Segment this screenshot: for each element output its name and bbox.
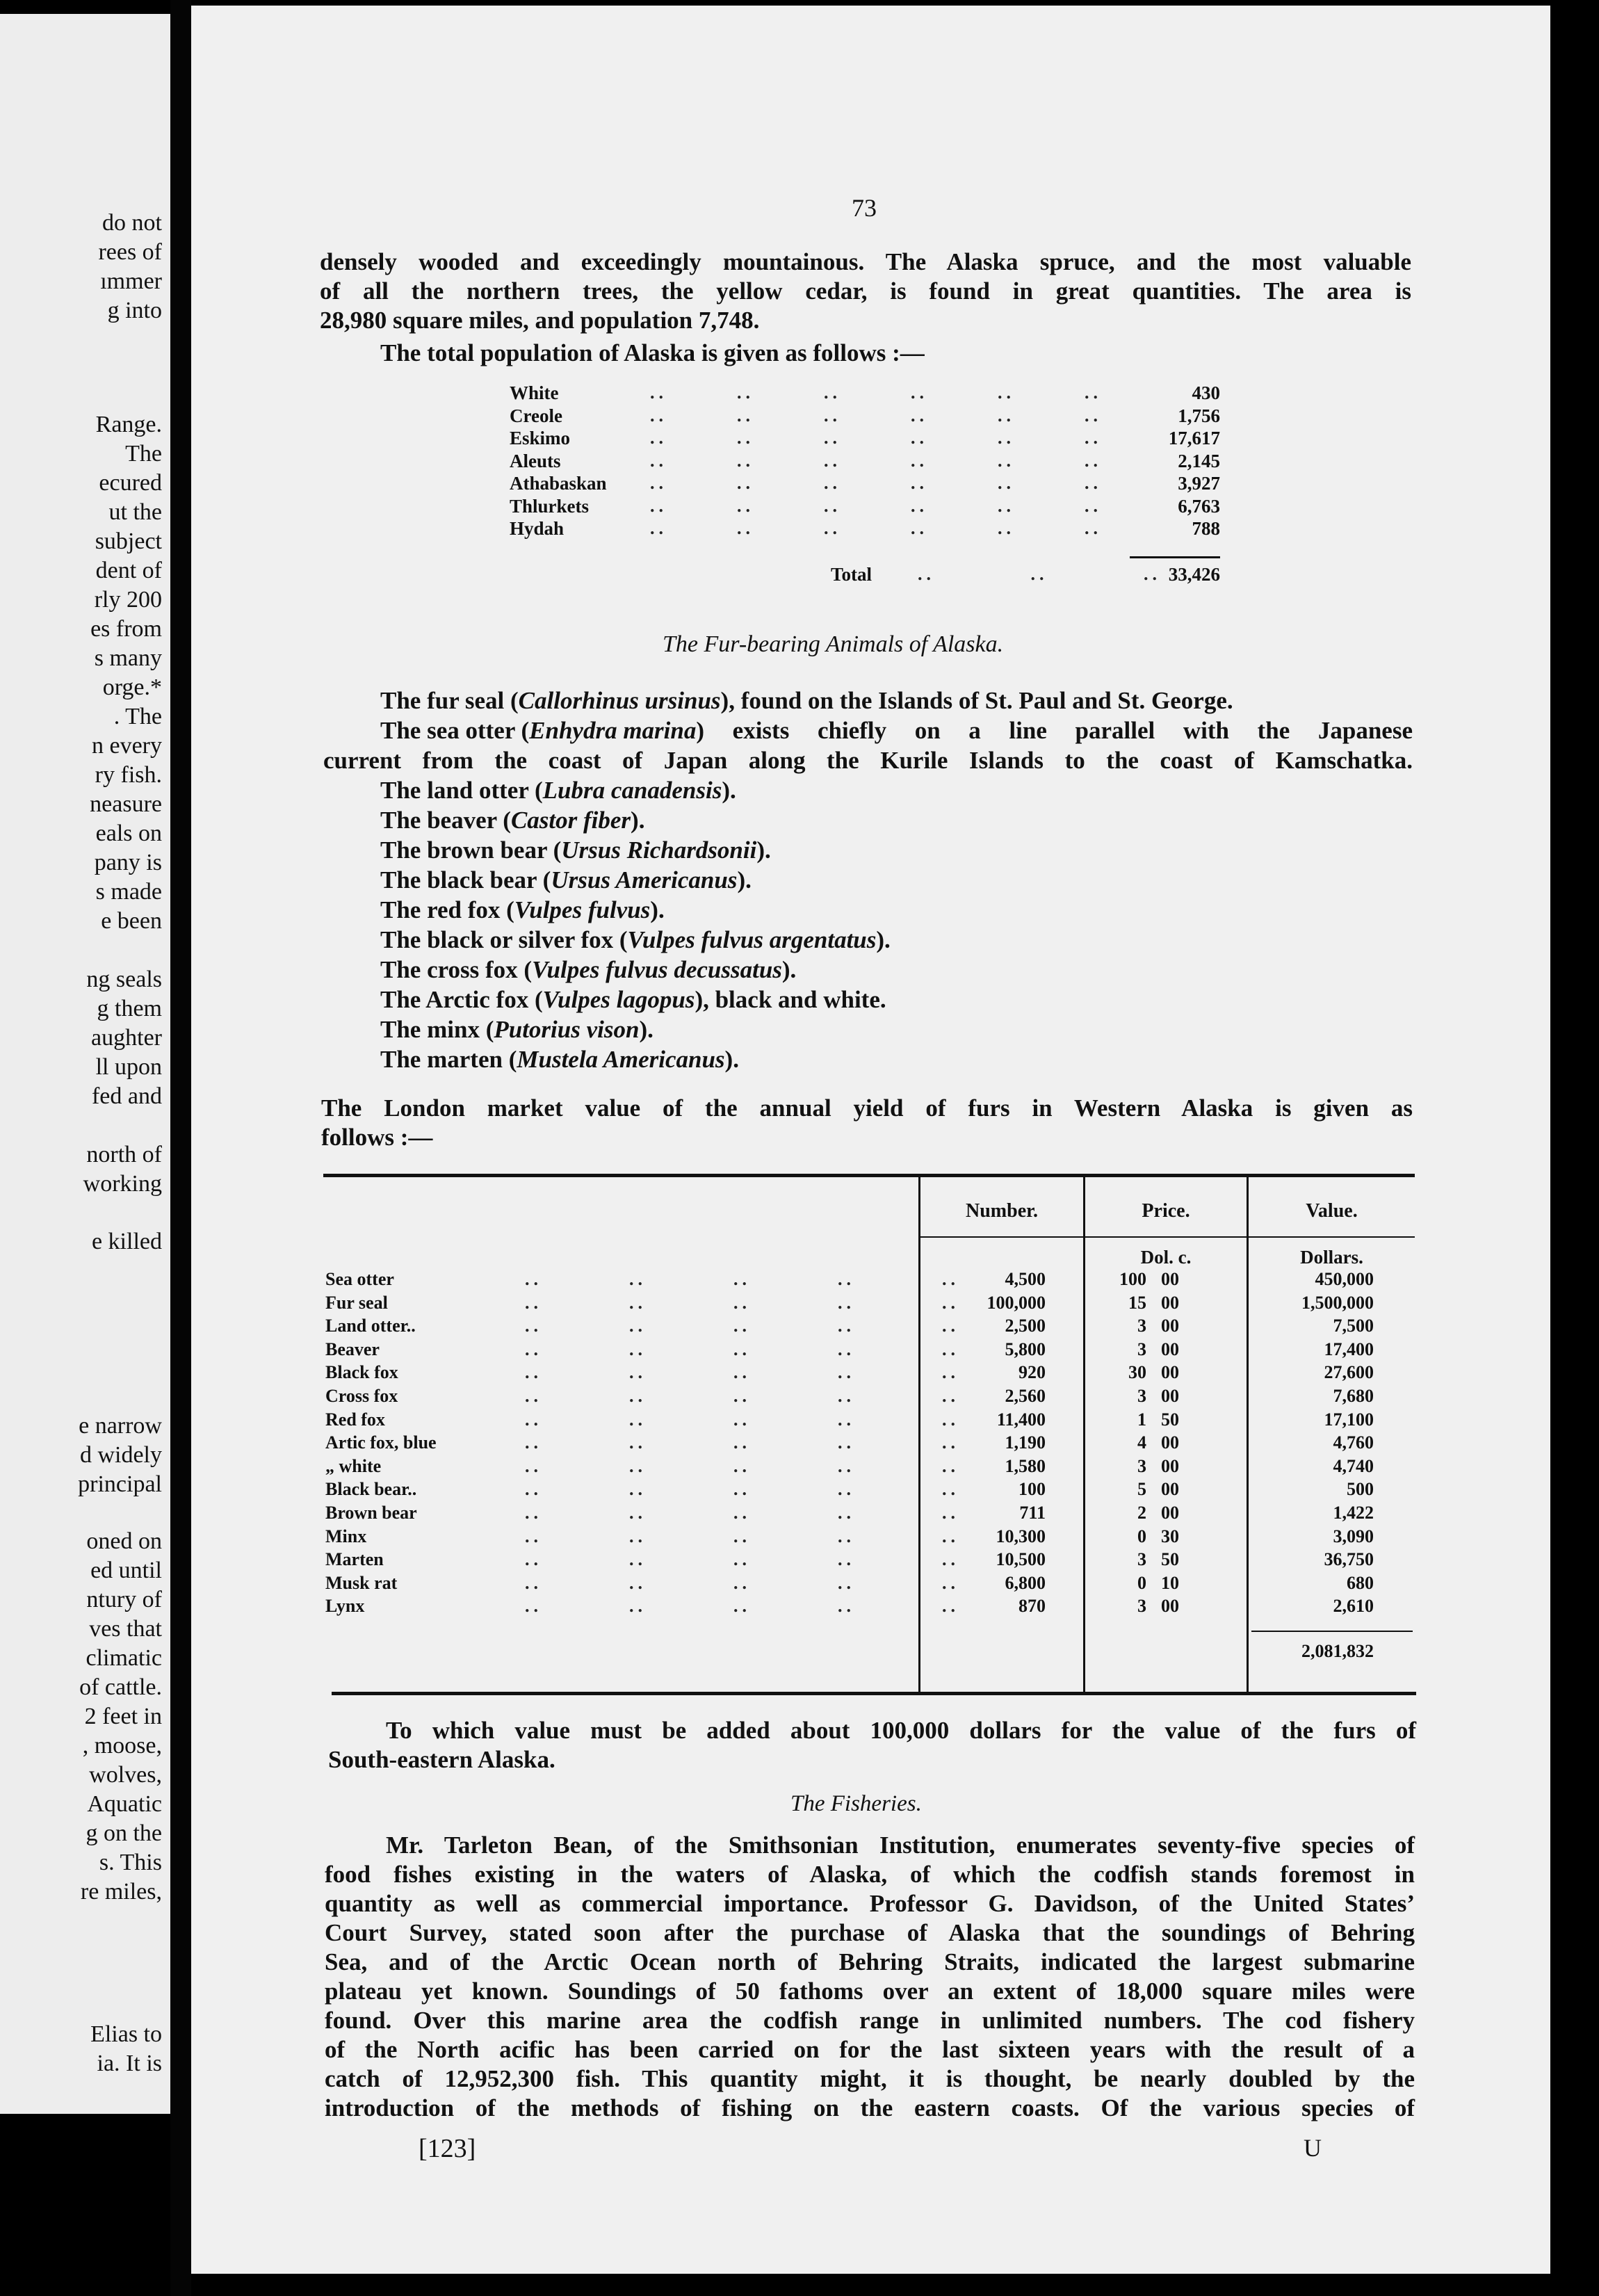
fur-value: 450,000 bbox=[1315, 1269, 1374, 1289]
fisheries-line: plateau yet known. Soundings of 50 fathoms over an extent of 18,000 square miles were bbox=[325, 1978, 1415, 2005]
population-value: 2,145 bbox=[1178, 450, 1220, 471]
table-row bbox=[191, 1503, 1550, 1526]
fur-name: Musk rat bbox=[325, 1572, 398, 1593]
row-leaders: .. .. .. .. .. bbox=[525, 1549, 959, 1570]
page-number: 73 bbox=[852, 194, 877, 222]
population-row bbox=[191, 382, 1550, 405]
table-row bbox=[191, 1269, 1550, 1293]
fur-value: 1,422 bbox=[1333, 1503, 1374, 1523]
fur-value: 4,760 bbox=[1333, 1432, 1374, 1453]
facing-page-text: north of bbox=[86, 1142, 162, 1167]
fur-value: 4,740 bbox=[1333, 1455, 1374, 1476]
facing-page-text: do not bbox=[102, 210, 162, 236]
price-cents: 50 bbox=[1161, 1549, 1179, 1570]
facing-page-text: eals on bbox=[95, 820, 162, 846]
price-cents: 30 bbox=[1161, 1526, 1179, 1546]
fur-name: Artic fox, blue bbox=[325, 1432, 437, 1453]
population-total-leaders: .. .. .. bbox=[918, 564, 1161, 584]
facing-page-text: of cattle. bbox=[79, 1674, 162, 1700]
column-header-price: Price. bbox=[1142, 1200, 1190, 1222]
animal-entry bbox=[380, 956, 796, 984]
fur-value: 7,500 bbox=[1333, 1316, 1374, 1336]
facing-page-text: ng seals bbox=[86, 967, 162, 992]
population-value: 17,617 bbox=[1168, 428, 1220, 448]
row-leaders: .. .. .. .. .. bbox=[525, 1479, 959, 1500]
row-leaders: .. .. .. .. .. bbox=[525, 1386, 959, 1406]
fur-value: 3,090 bbox=[1333, 1526, 1374, 1546]
facing-page-text: ecured bbox=[99, 470, 162, 496]
facing-page-text: The bbox=[125, 441, 162, 467]
animal-latin-name: Ursus Americanus bbox=[551, 866, 738, 894]
population-leaders: .. .. .. .. .. .. bbox=[650, 382, 1102, 403]
animal-latin-name: Vulpes lagopus bbox=[542, 986, 695, 1013]
fisheries-line: Sea, and of the Arctic Ocean north of Behring Straits, indicated the largest submarine bbox=[325, 1948, 1415, 1975]
facing-page-text: g on the bbox=[86, 1820, 162, 1846]
animal-common-name: The fur seal ( bbox=[380, 687, 519, 714]
market-line: follows :— bbox=[321, 1124, 433, 1151]
animal-entry bbox=[380, 896, 665, 924]
facing-page-text: dent of bbox=[95, 558, 162, 583]
price-cents: 00 bbox=[1161, 1292, 1179, 1313]
price-cents: 00 bbox=[1161, 1316, 1179, 1336]
animal-common-name: The black bear ( bbox=[380, 866, 551, 894]
animal-note: ). bbox=[722, 777, 736, 804]
facing-page-text: aughter bbox=[91, 1025, 162, 1051]
fur-number: 6,800 bbox=[1005, 1572, 1046, 1593]
fur-value: 17,400 bbox=[1324, 1339, 1374, 1359]
animal-entry bbox=[380, 1016, 654, 1044]
fisheries-line: Mr. Tarleton Bean, of the Smithsonian Institution, enumerates seventy-five species of bbox=[386, 1832, 1415, 1859]
column-header-number: Number. bbox=[966, 1200, 1038, 1222]
fur-number: 711 bbox=[1019, 1503, 1046, 1523]
table-row bbox=[191, 1316, 1550, 1339]
price-dollars: 0 bbox=[1137, 1526, 1146, 1546]
row-leaders: .. .. .. .. .. bbox=[525, 1316, 959, 1336]
animal-latin-name: Callorhinus ursinus bbox=[518, 687, 721, 714]
facing-page-text: 2 feet in bbox=[84, 1704, 162, 1729]
animal-note: ). bbox=[781, 956, 797, 983]
population-leaders: .. .. .. .. .. .. bbox=[650, 450, 1102, 471]
column-header-value: Value. bbox=[1306, 1200, 1358, 1222]
animal-note: ), black and white. bbox=[695, 986, 886, 1013]
fisheries-line: catch of 12,952,300 fish. This quantity might, it is thought, be nearly doubled by the bbox=[325, 2065, 1415, 2092]
table-top-rule bbox=[323, 1174, 1415, 1177]
fur-value: 17,100 bbox=[1324, 1409, 1374, 1430]
facing-page-text: g into bbox=[107, 298, 162, 323]
fur-number: 1,190 bbox=[1005, 1432, 1046, 1453]
facing-page-text: Range. bbox=[95, 412, 162, 437]
population-value: 3,927 bbox=[1178, 473, 1220, 494]
population-label: Athabaskan bbox=[510, 473, 607, 494]
facing-page-text: ia. It is bbox=[97, 2051, 162, 2076]
intro-paragraph bbox=[320, 248, 1411, 335]
price-cents: 00 bbox=[1161, 1269, 1179, 1289]
fur-number: 920 bbox=[1018, 1362, 1046, 1383]
facing-page-text: Aquatic bbox=[87, 1791, 162, 1817]
fur-number: 11,400 bbox=[996, 1409, 1046, 1430]
animal-entry-continued: current from the coast of Japan along the Kurile Islands to the coast of Kamschatka. bbox=[323, 747, 1413, 774]
facing-page-text: ll upon bbox=[95, 1054, 162, 1080]
signature-mark: [123] bbox=[419, 2134, 476, 2163]
animal-latin-name: Vulpes fulvus argentatus bbox=[627, 926, 877, 953]
facing-page-text: climatic bbox=[86, 1645, 162, 1671]
fur-animals-heading: The Fur-bearing Animals of Alaska. bbox=[663, 631, 1004, 657]
facing-page-text: ry fish. bbox=[95, 762, 162, 788]
population-row bbox=[191, 473, 1550, 495]
fur-number: 10,300 bbox=[996, 1526, 1046, 1546]
facing-page-text: Elias to bbox=[90, 2021, 162, 2047]
facing-page-text: es from bbox=[90, 616, 162, 642]
population-total-rule bbox=[1130, 556, 1220, 558]
population-value: 1,756 bbox=[1178, 405, 1220, 426]
facing-page-text: e been bbox=[101, 908, 162, 934]
population-intro: The total population of Alaska is given as follows :— bbox=[380, 339, 925, 366]
price-cents: 00 bbox=[1161, 1503, 1179, 1523]
animal-note: ). bbox=[756, 836, 771, 864]
animal-common-name: The beaver ( bbox=[380, 807, 511, 834]
price-dollars: 30 bbox=[1128, 1362, 1146, 1383]
fur-number: 1,580 bbox=[1005, 1455, 1046, 1476]
population-leaders: .. .. .. .. .. .. bbox=[650, 495, 1102, 516]
price-dollars: 3 bbox=[1137, 1339, 1146, 1359]
header-rule-price bbox=[1085, 1236, 1247, 1238]
table-bottom-rule bbox=[332, 1692, 1416, 1695]
fur-value: 680 bbox=[1347, 1572, 1374, 1593]
header-rule-value bbox=[1249, 1236, 1415, 1238]
animal-common-name: The brown bear ( bbox=[380, 836, 562, 864]
price-dollars: 4 bbox=[1137, 1432, 1146, 1453]
table-row bbox=[191, 1526, 1550, 1550]
animal-latin-name: Ursus Richardsonii bbox=[561, 836, 757, 864]
market-intro bbox=[321, 1094, 1413, 1152]
animal-latin-name: Vulpes fulvus decussatus bbox=[532, 956, 782, 983]
after-table-line: South-eastern Alaska. bbox=[328, 1746, 555, 1773]
table-row bbox=[191, 1362, 1550, 1386]
animal-common-name: The marten ( bbox=[380, 1046, 517, 1073]
fisheries-heading: The Fisheries. bbox=[790, 1791, 922, 1816]
table-row bbox=[191, 1456, 1550, 1480]
animal-common-name: The sea otter ( bbox=[380, 717, 530, 744]
table-row bbox=[191, 1409, 1550, 1433]
population-label: Eskimo bbox=[510, 428, 571, 448]
fur-value: 2,610 bbox=[1333, 1596, 1374, 1617]
fisheries-line: introduction of the methods of fishing on the eastern coasts. Of the various species of bbox=[325, 2094, 1415, 2121]
price-cents: 00 bbox=[1161, 1596, 1179, 1617]
population-value: 430 bbox=[1192, 382, 1220, 403]
header-rule-number bbox=[920, 1236, 1083, 1238]
facing-page-text: pany is bbox=[94, 850, 162, 875]
facing-page-text: ves that bbox=[89, 1616, 162, 1642]
population-row bbox=[191, 518, 1550, 540]
facing-page-text: wolves, bbox=[89, 1762, 162, 1788]
fisheries-line: food fishes existing in the waters of Alaska, of which the codfish stands foremost in bbox=[325, 1861, 1415, 1888]
table-row bbox=[191, 1293, 1550, 1316]
fur-name: Land otter.. bbox=[325, 1316, 416, 1336]
signature-letter: U bbox=[1304, 2134, 1322, 2162]
market-line: The London market value of the annual yield of furs in Western Alaska is given as bbox=[321, 1094, 1413, 1122]
fur-number: 10,500 bbox=[996, 1549, 1046, 1570]
after-table-paragraph bbox=[328, 1716, 1416, 1774]
population-label: Hydah bbox=[510, 518, 565, 539]
price-cents: 00 bbox=[1161, 1362, 1179, 1383]
price-dollars: 5 bbox=[1137, 1479, 1146, 1500]
fur-name: Minx bbox=[325, 1526, 367, 1546]
fur-name: Red fox bbox=[325, 1409, 385, 1430]
fur-number: 5,800 bbox=[1005, 1339, 1046, 1359]
population-value: 788 bbox=[1192, 518, 1220, 539]
animal-note: ) exists chiefly on a line parallel with the Japanese bbox=[696, 717, 1413, 744]
fur-name: Beaver bbox=[325, 1339, 380, 1359]
population-label: Creole bbox=[510, 405, 562, 426]
animal-entry bbox=[380, 687, 1233, 715]
price-cents: 00 bbox=[1161, 1339, 1179, 1359]
animal-latin-name: Castor fiber bbox=[510, 807, 631, 834]
price-cents: 00 bbox=[1161, 1455, 1179, 1476]
facing-page-text: d widely bbox=[79, 1442, 162, 1468]
table-row bbox=[191, 1432, 1550, 1456]
animal-latin-name: Putorius vison bbox=[494, 1016, 640, 1043]
fur-value: 1,500,000 bbox=[1301, 1292, 1374, 1313]
fur-value: 36,750 bbox=[1324, 1549, 1374, 1570]
table-row bbox=[191, 1573, 1550, 1596]
book-binding bbox=[170, 0, 191, 2296]
population-leaders: .. .. .. .. .. .. bbox=[650, 518, 1102, 538]
value-subheader: Dollars. bbox=[1300, 1247, 1363, 1268]
population-total-value: 33,426 bbox=[1168, 564, 1220, 585]
animal-entry bbox=[380, 926, 891, 954]
animal-note: ). bbox=[639, 1016, 654, 1043]
fur-name: Black fox bbox=[325, 1362, 398, 1383]
fur-name: „ white bbox=[325, 1455, 382, 1476]
row-leaders: .. .. .. .. .. bbox=[525, 1362, 959, 1383]
row-leaders: .. .. .. .. .. bbox=[525, 1572, 959, 1593]
population-row bbox=[191, 451, 1550, 473]
intro-line: densely wooded and exceedingly mountainous. The Alaska spruce, and the most valuable bbox=[320, 248, 1411, 275]
fisheries-line: quantity as well as commercial importance. Professor G. Davidson, of the United States’ bbox=[325, 1890, 1415, 1917]
facing-page-text: subject bbox=[95, 528, 162, 554]
facing-page-text: s made bbox=[95, 879, 162, 905]
fisheries-line: Court Survey, stated soon after the purchase of Alaska that the soundings of Behring bbox=[325, 1919, 1415, 1946]
price-dollars: 15 bbox=[1128, 1292, 1146, 1313]
price-dollars: 2 bbox=[1137, 1503, 1146, 1523]
table-row bbox=[191, 1596, 1550, 1619]
table-row bbox=[191, 1549, 1550, 1573]
row-leaders: .. .. .. .. .. bbox=[525, 1409, 959, 1430]
facing-page-text: principal bbox=[78, 1471, 162, 1497]
fur-number: 100 bbox=[1018, 1479, 1046, 1500]
row-leaders: .. .. .. .. .. bbox=[525, 1432, 959, 1453]
row-leaders: .. .. .. .. .. bbox=[525, 1526, 959, 1546]
fur-name: Fur seal bbox=[325, 1292, 388, 1313]
price-dollars: 3 bbox=[1137, 1316, 1146, 1336]
animal-entry bbox=[380, 717, 1413, 745]
animal-entry bbox=[380, 777, 736, 805]
animal-common-name: The land otter ( bbox=[380, 777, 543, 804]
animal-note: ). bbox=[650, 896, 665, 923]
animal-common-name: The cross fox ( bbox=[380, 956, 533, 983]
animal-latin-name: Lubra canadensis bbox=[542, 777, 722, 804]
facing-page-text: ut the bbox=[108, 499, 162, 525]
population-value: 6,763 bbox=[1178, 495, 1220, 517]
animal-entry bbox=[380, 866, 752, 894]
animal-latin-name: Enhydra marina bbox=[529, 717, 697, 744]
population-leaders: .. .. .. .. .. .. bbox=[650, 473, 1102, 493]
facing-page-text: e narrow bbox=[79, 1413, 162, 1439]
facing-page-text: neasure bbox=[90, 791, 162, 817]
price-subheader: Dol. c. bbox=[1140, 1247, 1192, 1268]
population-row bbox=[191, 496, 1550, 518]
fisheries-line: found. Over this marine area the codfish range in unlimited numbers. The cod fishery bbox=[325, 2007, 1415, 2034]
fur-value: 500 bbox=[1347, 1479, 1374, 1500]
fur-number: 2,560 bbox=[1005, 1386, 1046, 1406]
intro-line: 28,980 square miles, and population 7,748. bbox=[320, 307, 760, 334]
table-row bbox=[191, 1386, 1550, 1409]
animal-latin-name: Mustela Americanus bbox=[517, 1046, 725, 1073]
facing-page-text: rees of bbox=[98, 239, 162, 265]
fur-number: 870 bbox=[1018, 1596, 1046, 1617]
facing-page-text: re miles, bbox=[80, 1879, 162, 1905]
facing-page-text: ntury of bbox=[86, 1587, 162, 1612]
animal-common-name: The Arctic fox ( bbox=[380, 986, 543, 1013]
facing-page-text: ed until bbox=[90, 1558, 162, 1583]
table-row bbox=[191, 1479, 1550, 1503]
facing-page-text: . The bbox=[113, 704, 162, 729]
total-rule bbox=[1251, 1631, 1413, 1632]
fisheries-paragraph bbox=[325, 1831, 1415, 2123]
fur-value: 27,600 bbox=[1324, 1362, 1374, 1383]
facing-page-text: , moose, bbox=[82, 1733, 162, 1759]
fur-total-value: 2,081,832 bbox=[1301, 1641, 1374, 1661]
row-leaders: .. .. .. .. .. bbox=[525, 1339, 959, 1359]
row-leaders: .. .. .. .. .. bbox=[525, 1455, 959, 1476]
population-total-label: Total bbox=[831, 564, 872, 585]
fisheries-line: of the North acific has been carried on for the last sixteen years with the result of a bbox=[325, 2036, 1415, 2063]
fur-name: Marten bbox=[325, 1549, 384, 1570]
row-leaders: .. .. .. .. .. bbox=[525, 1269, 959, 1289]
facing-page-fragment bbox=[0, 14, 170, 2114]
fur-name: Brown bear bbox=[325, 1503, 417, 1523]
animal-note: ). bbox=[737, 866, 752, 894]
animal-common-name: The red fox ( bbox=[380, 896, 514, 923]
facing-page-text: s many bbox=[94, 645, 162, 671]
animal-common-name: The minx ( bbox=[380, 1016, 494, 1043]
animal-entry bbox=[380, 986, 886, 1014]
row-leaders: .. .. .. .. .. bbox=[525, 1596, 959, 1617]
price-cents: 00 bbox=[1161, 1479, 1179, 1500]
population-row bbox=[191, 405, 1550, 428]
facing-page-text: ımmer bbox=[100, 268, 162, 294]
fur-number: 4,500 bbox=[1005, 1269, 1046, 1289]
price-dollars: 0 bbox=[1137, 1572, 1146, 1593]
facing-page-text: e killed bbox=[91, 1229, 162, 1254]
animal-common-name: The black or silver fox ( bbox=[380, 926, 628, 953]
facing-page-text: orge.* bbox=[102, 674, 162, 700]
population-leaders: .. .. .. .. .. .. bbox=[650, 405, 1102, 426]
facing-page-text: n every bbox=[91, 733, 162, 759]
row-leaders: .. .. .. .. .. bbox=[525, 1503, 959, 1523]
population-leaders: .. .. .. .. .. .. bbox=[650, 428, 1102, 448]
population-label: White bbox=[510, 382, 559, 403]
price-cents: 50 bbox=[1161, 1409, 1179, 1430]
price-cents: 00 bbox=[1161, 1432, 1179, 1453]
row-leaders: .. .. .. .. .. bbox=[525, 1292, 959, 1313]
animal-entry bbox=[380, 807, 644, 834]
facing-page-text: rly 200 bbox=[94, 587, 162, 613]
after-table-line: To which value must be added about 100,000 dollars for the value of the furs of bbox=[386, 1717, 1416, 1744]
fur-name: Sea otter bbox=[325, 1269, 394, 1289]
facing-page-text: oned on bbox=[86, 1528, 162, 1554]
price-cents: 10 bbox=[1161, 1572, 1179, 1593]
facing-page-text: fed and bbox=[91, 1083, 162, 1109]
fur-name: Cross fox bbox=[325, 1386, 398, 1406]
price-dollars: 3 bbox=[1137, 1386, 1146, 1406]
population-row bbox=[191, 428, 1550, 450]
animal-note: ). bbox=[876, 926, 891, 953]
facing-page-text: g them bbox=[97, 996, 162, 1021]
table-row bbox=[191, 1339, 1550, 1363]
animal-note: ). bbox=[631, 807, 645, 834]
population-label: Thlurkets bbox=[510, 495, 590, 517]
document-page bbox=[191, 6, 1550, 2274]
animal-note: ), found on the Islands of St. Paul and St. George. bbox=[720, 687, 1233, 714]
fur-number: 2,500 bbox=[1005, 1316, 1046, 1336]
price-dollars: 3 bbox=[1137, 1549, 1146, 1570]
facing-page-text: working bbox=[83, 1171, 162, 1197]
animal-entry bbox=[380, 1046, 739, 1074]
price-dollars: 3 bbox=[1137, 1596, 1146, 1617]
fur-name: Black bear.. bbox=[325, 1479, 417, 1500]
population-label: Aleuts bbox=[510, 450, 561, 471]
fur-number: 100,000 bbox=[987, 1292, 1046, 1313]
price-dollars: 100 bbox=[1119, 1269, 1146, 1289]
fur-value: 7,680 bbox=[1333, 1386, 1374, 1406]
animal-latin-name: Vulpes fulvus bbox=[514, 896, 651, 923]
intro-line: of all the northern trees, the yellow cedar, is found in great quantities. The area is bbox=[320, 277, 1411, 305]
animal-note: ). bbox=[724, 1046, 739, 1073]
animal-entry bbox=[380, 836, 771, 864]
fur-name: Lynx bbox=[325, 1596, 365, 1617]
price-dollars: 1 bbox=[1137, 1409, 1146, 1430]
price-cents: 00 bbox=[1161, 1386, 1179, 1406]
facing-page-text: s. This bbox=[99, 1850, 162, 1875]
price-dollars: 3 bbox=[1137, 1455, 1146, 1476]
